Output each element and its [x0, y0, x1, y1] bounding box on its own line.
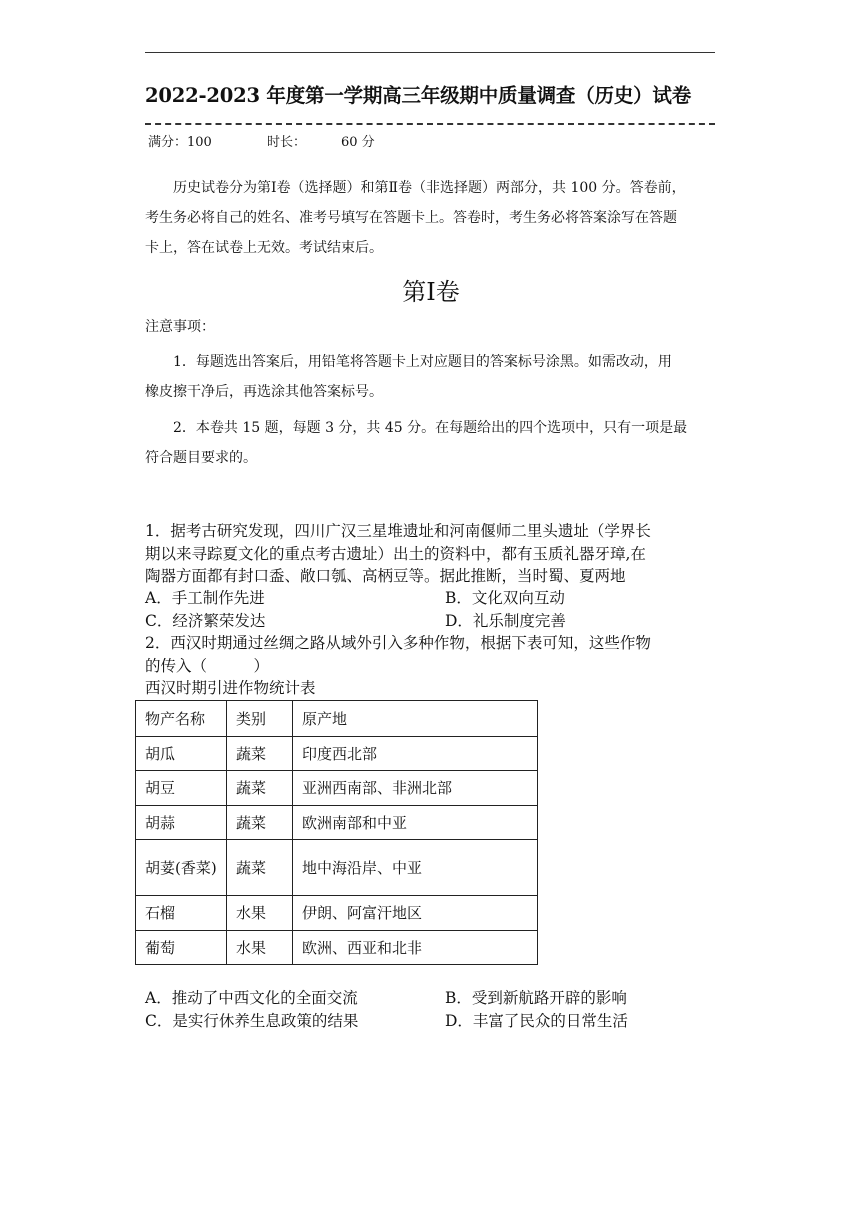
- header-cell: 物产名称: [136, 701, 227, 737]
- question-1-stem: [145, 520, 725, 588]
- score-label: 满分：100: [148, 135, 212, 150]
- table-cell: 蔬菜: [227, 737, 293, 771]
- option-c: C．经济繁荣发达: [145, 611, 266, 630]
- option-b: B．文化双向互动: [445, 589, 565, 607]
- dashed-rule: [145, 123, 715, 125]
- crops-table: [135, 700, 538, 965]
- table-cell: 亚洲西南部、非洲北部: [293, 771, 538, 806]
- table-row: [136, 840, 538, 896]
- time-value: 60 分: [341, 135, 375, 150]
- note-line: 符合题目要求的。: [145, 450, 257, 466]
- table-cell: 胡蒜: [136, 806, 227, 840]
- stem-line: 的传入（ ）: [145, 656, 270, 675]
- table-header-row: [136, 701, 538, 737]
- table-cell: 地中海沿岸、中亚: [293, 840, 538, 896]
- header-cell: 类别: [227, 701, 293, 737]
- intro-paragraph: [145, 173, 717, 263]
- table-row: [136, 806, 538, 840]
- table-row: [136, 931, 538, 965]
- volume-title: 第Ⅰ卷: [402, 278, 460, 306]
- note-line: 橡皮擦干净后，再选涂其他答案标号。: [145, 384, 383, 400]
- table-cell: 蔬菜: [227, 771, 293, 806]
- table-row: [136, 896, 538, 931]
- stem-line: 期以来寻踪夏文化的重点考古遗址）出土的资料中，都有玉质礼器牙璋,在: [145, 544, 646, 563]
- question-1-options: [145, 587, 725, 632]
- table-cell: 水果: [227, 931, 293, 965]
- note-line: 2．本卷共 15 题，每题 3 分，共 45 分。在每题给出的四个选项中，只有一项是最: [173, 420, 688, 436]
- table-cell: 胡豆: [136, 771, 227, 806]
- option-b: B．受到新航路开辟的影响: [445, 989, 627, 1007]
- table-cell: 欧洲、西亚和北非: [293, 931, 538, 965]
- option-d: D．礼乐制度完善: [445, 611, 566, 630]
- table-cell: 胡荽(香菜): [136, 840, 227, 896]
- note-item: [145, 347, 717, 407]
- table-cell: 印度西北部: [293, 737, 538, 771]
- note-line: 1．每题选出答案后，用铅笔将答题卡上对应题目的答案标号涂黑。如需改动，用: [173, 354, 672, 370]
- table-cell: 石榴: [136, 896, 227, 931]
- option-a: A．手工制作先进: [145, 589, 265, 607]
- option-c: C．是实行休养生息政策的结果: [145, 1011, 359, 1030]
- table-row: [136, 737, 538, 771]
- time-label: 时长：: [267, 135, 307, 150]
- table-row: [136, 771, 538, 806]
- intro-line: 卡上，答在试卷上无效。考试结束后。: [145, 240, 383, 256]
- stem-line: 1．据考古研究发现，四川广汉三星堆遗址和河南偃师二里头遗址（学界长: [145, 522, 651, 540]
- table-cell: 欧洲南部和中亚: [293, 806, 538, 840]
- table-cell: 水果: [227, 896, 293, 931]
- question-2-options: [145, 987, 725, 1032]
- option-d: D．丰富了民众的日常生活: [445, 1011, 628, 1030]
- intro-line: 历史试卷分为第Ⅰ卷（选择题）和第Ⅱ卷（非选择题）两部分，共 100 分。答卷前，: [173, 180, 686, 196]
- question-2-stem: [145, 632, 725, 700]
- stem-line: 陶器方面都有封口盉、敞口瓠、高柄豆等。据此推断，当时蜀、夏两地: [145, 567, 626, 585]
- intro-line: 考生务必将自己的姓名、准考号填写在答题卡上。答卷时，考生务必将答案涂写在答题: [145, 210, 677, 226]
- exam-meta: [148, 131, 375, 150]
- exam-title: 2022-2023 年度第一学期高三年级期中质量调查（历史）试卷: [145, 84, 692, 107]
- table-cell: 伊朗、阿富汗地区: [293, 896, 538, 931]
- header-cell: 原产地: [293, 701, 538, 737]
- table-cell: 葡萄: [136, 931, 227, 965]
- table-cell: 蔬菜: [227, 806, 293, 840]
- table-caption: 西汉时期引进作物统计表: [145, 679, 316, 697]
- top-rule: [145, 52, 715, 53]
- table-cell: 蔬菜: [227, 840, 293, 896]
- note-item: [145, 413, 717, 473]
- stem-line: 2．西汉时期通过丝绸之路从域外引入多种作物，根据下表可知，这些作物: [145, 634, 651, 652]
- table-cell: 胡瓜: [136, 737, 227, 771]
- option-a: A．推动了中西文化的全面交流: [145, 989, 358, 1007]
- notes-heading: 注意事项：: [145, 319, 215, 335]
